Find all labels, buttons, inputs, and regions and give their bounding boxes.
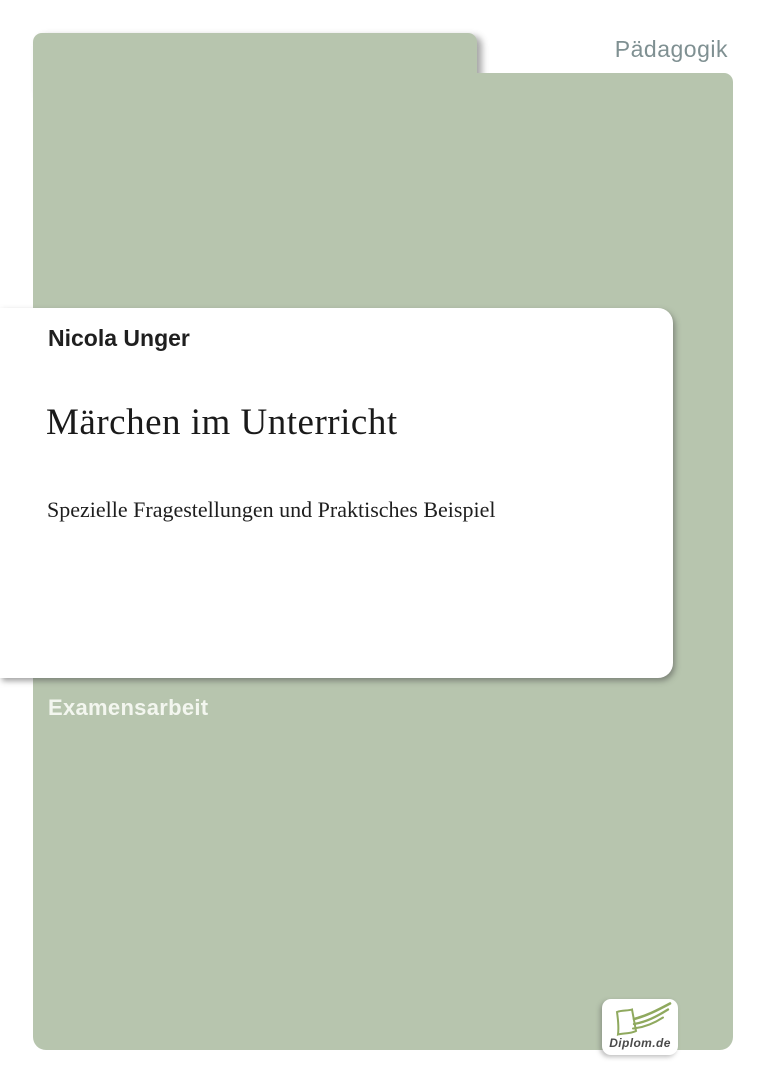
title-card <box>0 308 673 678</box>
publisher-logo-text: Diplom.de <box>609 1036 671 1050</box>
publisher-logo <box>602 999 678 1055</box>
author-name: Nicola Unger <box>48 325 190 351</box>
work-type-badge: Examensarbeit <box>48 695 209 720</box>
category-label: Pädagogik <box>614 36 728 62</box>
book-subtitle: Spezielle Fragestellungen und Praktisches Beispiel <box>47 497 496 522</box>
book-title: Märchen im Unterricht <box>46 402 398 443</box>
flying-pages-icon <box>607 1002 673 1038</box>
